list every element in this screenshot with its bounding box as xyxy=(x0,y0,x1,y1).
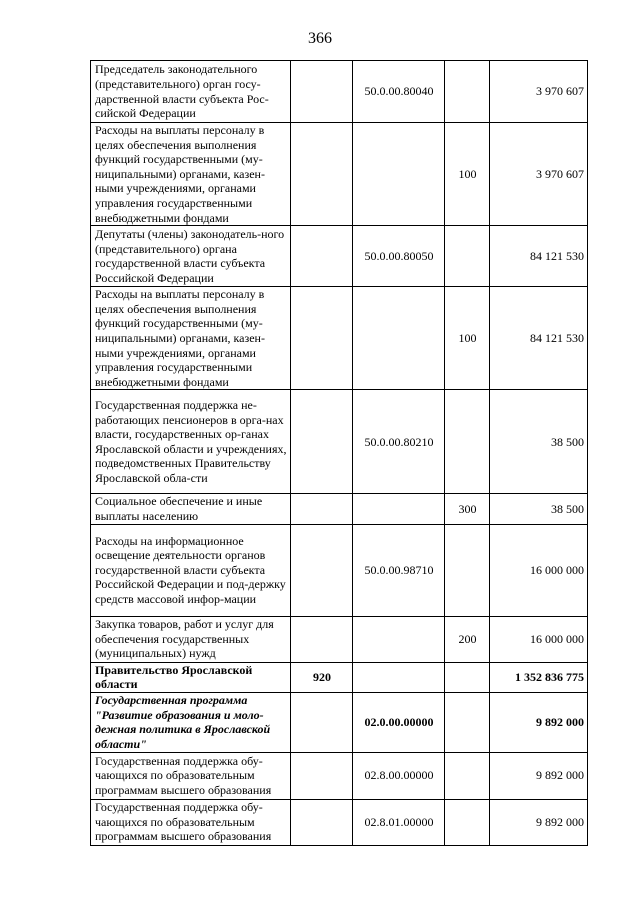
row-dept-cell xyxy=(291,524,353,616)
row-sum-cell: 84 121 530 xyxy=(490,287,588,390)
table-row xyxy=(91,662,588,692)
row-kind-cell: 100 xyxy=(445,123,490,226)
table-row xyxy=(91,123,588,226)
row-name-cell: Расходы на информационное освещение деятельности органов государственной власти субъекта Российской Федерации и под-держку средств массовой инфор-мации xyxy=(91,524,291,616)
row-dept-cell xyxy=(291,616,353,662)
row-name-cell: Государственная поддержка не-работающих пенсионеров в орга-нах власти, государственных ор-ганах Ярославской области и учреждениях, подведомственных Правительству Ярославской обла-сти xyxy=(91,390,291,494)
row-code-cell: 50.0.00.80210 xyxy=(353,390,445,494)
table-row xyxy=(91,390,588,494)
row-code-cell: 02.0.00.00000 xyxy=(353,692,445,752)
row-dept-cell xyxy=(291,390,353,494)
row-kind-cell xyxy=(445,61,490,123)
table-row xyxy=(91,692,588,752)
row-dept-cell xyxy=(291,799,353,845)
row-sum-cell: 9 892 000 xyxy=(490,752,588,799)
row-code-cell: 50.0.00.80040 xyxy=(353,61,445,123)
row-name-cell: Государственная поддержка обу-чающихся по образовательным программам высшего образования xyxy=(91,799,291,845)
row-kind-cell xyxy=(445,692,490,752)
row-kind-cell: 100 xyxy=(445,287,490,390)
page-number: 366 xyxy=(308,30,332,47)
row-kind-cell xyxy=(445,226,490,287)
row-dept-cell: 920 xyxy=(291,662,353,692)
row-kind-cell xyxy=(445,524,490,616)
table-row xyxy=(91,524,588,616)
row-sum-cell: 16 000 000 xyxy=(490,616,588,662)
row-code-cell: 50.0.00.80050 xyxy=(353,226,445,287)
row-dept-cell xyxy=(291,123,353,226)
budget-table xyxy=(90,60,588,846)
row-dept-cell xyxy=(291,287,353,390)
row-kind-cell: 200 xyxy=(445,616,490,662)
row-name-cell: Расходы на выплаты персоналу в целях обеспечения выполнения функций государственными (му-ниципальными) органами, казен-ными учреждениями, органами управления государственными внебюджетными фондами xyxy=(91,123,291,226)
row-kind-cell xyxy=(445,662,490,692)
row-kind-cell: 300 xyxy=(445,494,490,524)
row-kind-cell xyxy=(445,752,490,799)
row-sum-cell: 38 500 xyxy=(490,390,588,494)
row-name-cell: Председатель законодательного (представительного) орган госу-дарственной власти субъекта Рос-сийской Федерации xyxy=(91,61,291,123)
row-code-cell: 02.8.01.00000 xyxy=(353,799,445,845)
row-name-cell: Правительство Ярославской области xyxy=(91,662,291,692)
row-code-cell xyxy=(353,494,445,524)
row-kind-cell xyxy=(445,799,490,845)
row-code-cell xyxy=(353,287,445,390)
table-row xyxy=(91,494,588,524)
row-dept-cell xyxy=(291,226,353,287)
table-row xyxy=(91,616,588,662)
row-kind-cell xyxy=(445,390,490,494)
row-code-cell: 50.0.00.98710 xyxy=(353,524,445,616)
row-name-cell: Депутаты (члены) законодатель-ного (представительного) органа государственной власти субъекта Российской Федерации xyxy=(91,226,291,287)
row-name-cell: Закупка товаров, работ и услуг для обеспечения государственных (муниципальных) нужд xyxy=(91,616,291,662)
table-row xyxy=(91,752,588,799)
row-sum-cell: 1 352 836 775 xyxy=(490,662,588,692)
table-row xyxy=(91,799,588,845)
row-sum-cell: 3 970 607 xyxy=(490,61,588,123)
row-sum-cell: 9 892 000 xyxy=(490,799,588,845)
row-name-cell: Государственная программа "Развитие образования и моло-дежная политика в Ярославской области" xyxy=(91,692,291,752)
row-dept-cell xyxy=(291,494,353,524)
row-name-cell: Государственная поддержка обу-чающихся по образовательным программам высшего образования xyxy=(91,752,291,799)
row-dept-cell xyxy=(291,752,353,799)
row-sum-cell: 3 970 607 xyxy=(490,123,588,226)
row-dept-cell xyxy=(291,692,353,752)
row-sum-cell: 9 892 000 xyxy=(490,692,588,752)
row-name-cell: Социальное обеспечение и иные выплаты населению xyxy=(91,494,291,524)
row-code-cell: 02.8.00.00000 xyxy=(353,752,445,799)
row-sum-cell: 16 000 000 xyxy=(490,524,588,616)
budget-table-body xyxy=(91,61,588,846)
table-row xyxy=(91,226,588,287)
table-row xyxy=(91,61,588,123)
row-code-cell xyxy=(353,123,445,226)
row-name-cell: Расходы на выплаты персоналу в целях обеспечения выполнения функций государственными (му-ниципальными) органами, казен-ными учреждениями, органами управления государственными внебюджетными фондами xyxy=(91,287,291,390)
row-sum-cell: 38 500 xyxy=(490,494,588,524)
table-row xyxy=(91,287,588,390)
row-code-cell xyxy=(353,662,445,692)
row-code-cell xyxy=(353,616,445,662)
row-dept-cell xyxy=(291,61,353,123)
row-sum-cell: 84 121 530 xyxy=(490,226,588,287)
